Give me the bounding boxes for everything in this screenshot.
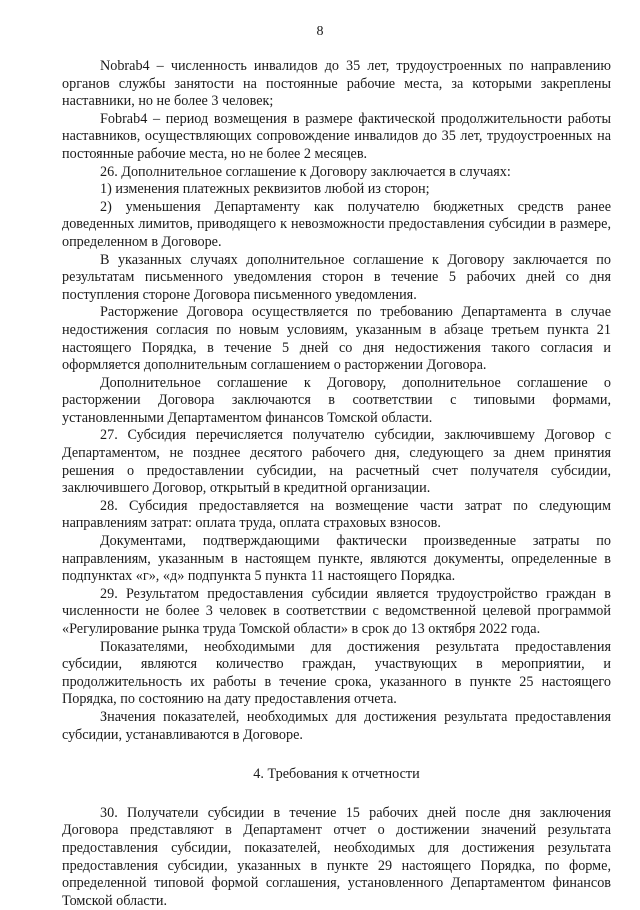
- paragraph-clause-29: 29. Результатом предоставления субсидии является трудоустройство граждан в численности не более 3 человек в соответствии с ведомственной целевой программой «Регулирование рынка труда Томской области» в срок до 13 октября 2022 года.: [62, 585, 611, 637]
- paragraph-additional-agreement: В указанных случаях дополнительное соглашение к Договору заключается по результатам письменного уведомления сторон в течение 5 рабочих дней со дня поступления стороне Договора письменного уведомления.: [62, 251, 611, 303]
- paragraph-fobrab4: Fobrab4 – период возмещения в размере фактической продолжительности работы наставников, осуществляющих сопровождение инвалидов до 35 лет, трудоустроенных на постоянные рабочие места, но не более 2 месяцев.: [62, 110, 611, 162]
- paragraph-clause-26: 26. Дополнительное соглашение к Договору заключается в случаях:: [100, 163, 511, 180]
- paragraph-standard-forms: Дополнительное соглашение к Договору, дополнительное соглашение о расторжении Договора заключаются в соответствии с типовыми формами, установленными Департаментом финансов Томской области.: [62, 374, 611, 426]
- document-body: [62, 58, 611, 910]
- paragraph-clause-28: 28. Субсидия предоставляется на возмещение части затрат по следующим направлениям затрат: оплата труда, оплата страховых взносов.: [62, 497, 611, 532]
- paragraph-clause-30: 30. Получатели субсидии в течение 15 рабочих дней после дня заключения Договора представляют в Департамент отчет о достижении значений результата предоставления субсидии, показателей, необходимых для достижения результата предоставления субсидии, указанных в пункте 29 настоящего Порядка, по форме, определенной типовой формой соглашения, установленного Департаментом финансов Томской области.: [62, 804, 611, 909]
- paragraph-indicator-values: Значения показателей, необходимых для достижения результата предоставления субсидии, устанавливаются в Договоре.: [62, 708, 611, 743]
- paragraph-supporting-documents: Документами, подтверждающими фактически произведенные затраты по направлениям, указанным в настоящем пункте, являются документы, определенные в подпунктах «г», «д» подпункта 5 пункта 11 настоящего Порядка.: [62, 533, 611, 585]
- paragraph-clause-26-item-2: 2) уменьшения Департаменту как получателю бюджетных средств ранее доведенных лимитов, приводящего к невозможности предоставления субсидии в размере, определенном в Договоре.: [62, 198, 611, 250]
- paragraph-clause-26-item-1: 1) изменения платежных реквизитов любой из сторон;: [100, 181, 430, 198]
- paragraph-clause-27: 27. Субсидия перечисляется получателю субсидии, заключившему Договор с Департаментом, не позднее десятого рабочего дня, следующего за днем принятия решения о предоставлении субсидии, на расчетный счет получателя субсидии, заключившего Договор, открытый в кредитной организации.: [62, 427, 611, 497]
- page-number: 8: [316, 24, 324, 39]
- paragraph-indicators: Показателями, необходимыми для достижения результата предоставления субсидии, являются количество граждан, участвующих в мероприятии, и продолжительность их работы в течение срока, указанного в пункте 25 настоящего Порядка, по состоянию на дату предоставления отчета.: [62, 638, 611, 708]
- paragraph-termination: Расторжение Договора осуществляется по требованию Департамента в случае недостижения согласия по новым условиям, указанным в абзаце третьем пункта 21 настоящего Порядка, в течение 5 дней со дня недостижения такого согласия и оформляется дополнительным соглашением о расторжении Договора.: [62, 304, 611, 374]
- section-heading: 4. Требования к отчетности: [253, 766, 420, 783]
- paragraph-nobrab4: Nobrab4 – численность инвалидов до 35 лет, трудоустроенных по направлению органов службы занятости на постоянные рабочие места, за которыми закреплены наставники, но не более 3 человек;: [62, 58, 611, 110]
